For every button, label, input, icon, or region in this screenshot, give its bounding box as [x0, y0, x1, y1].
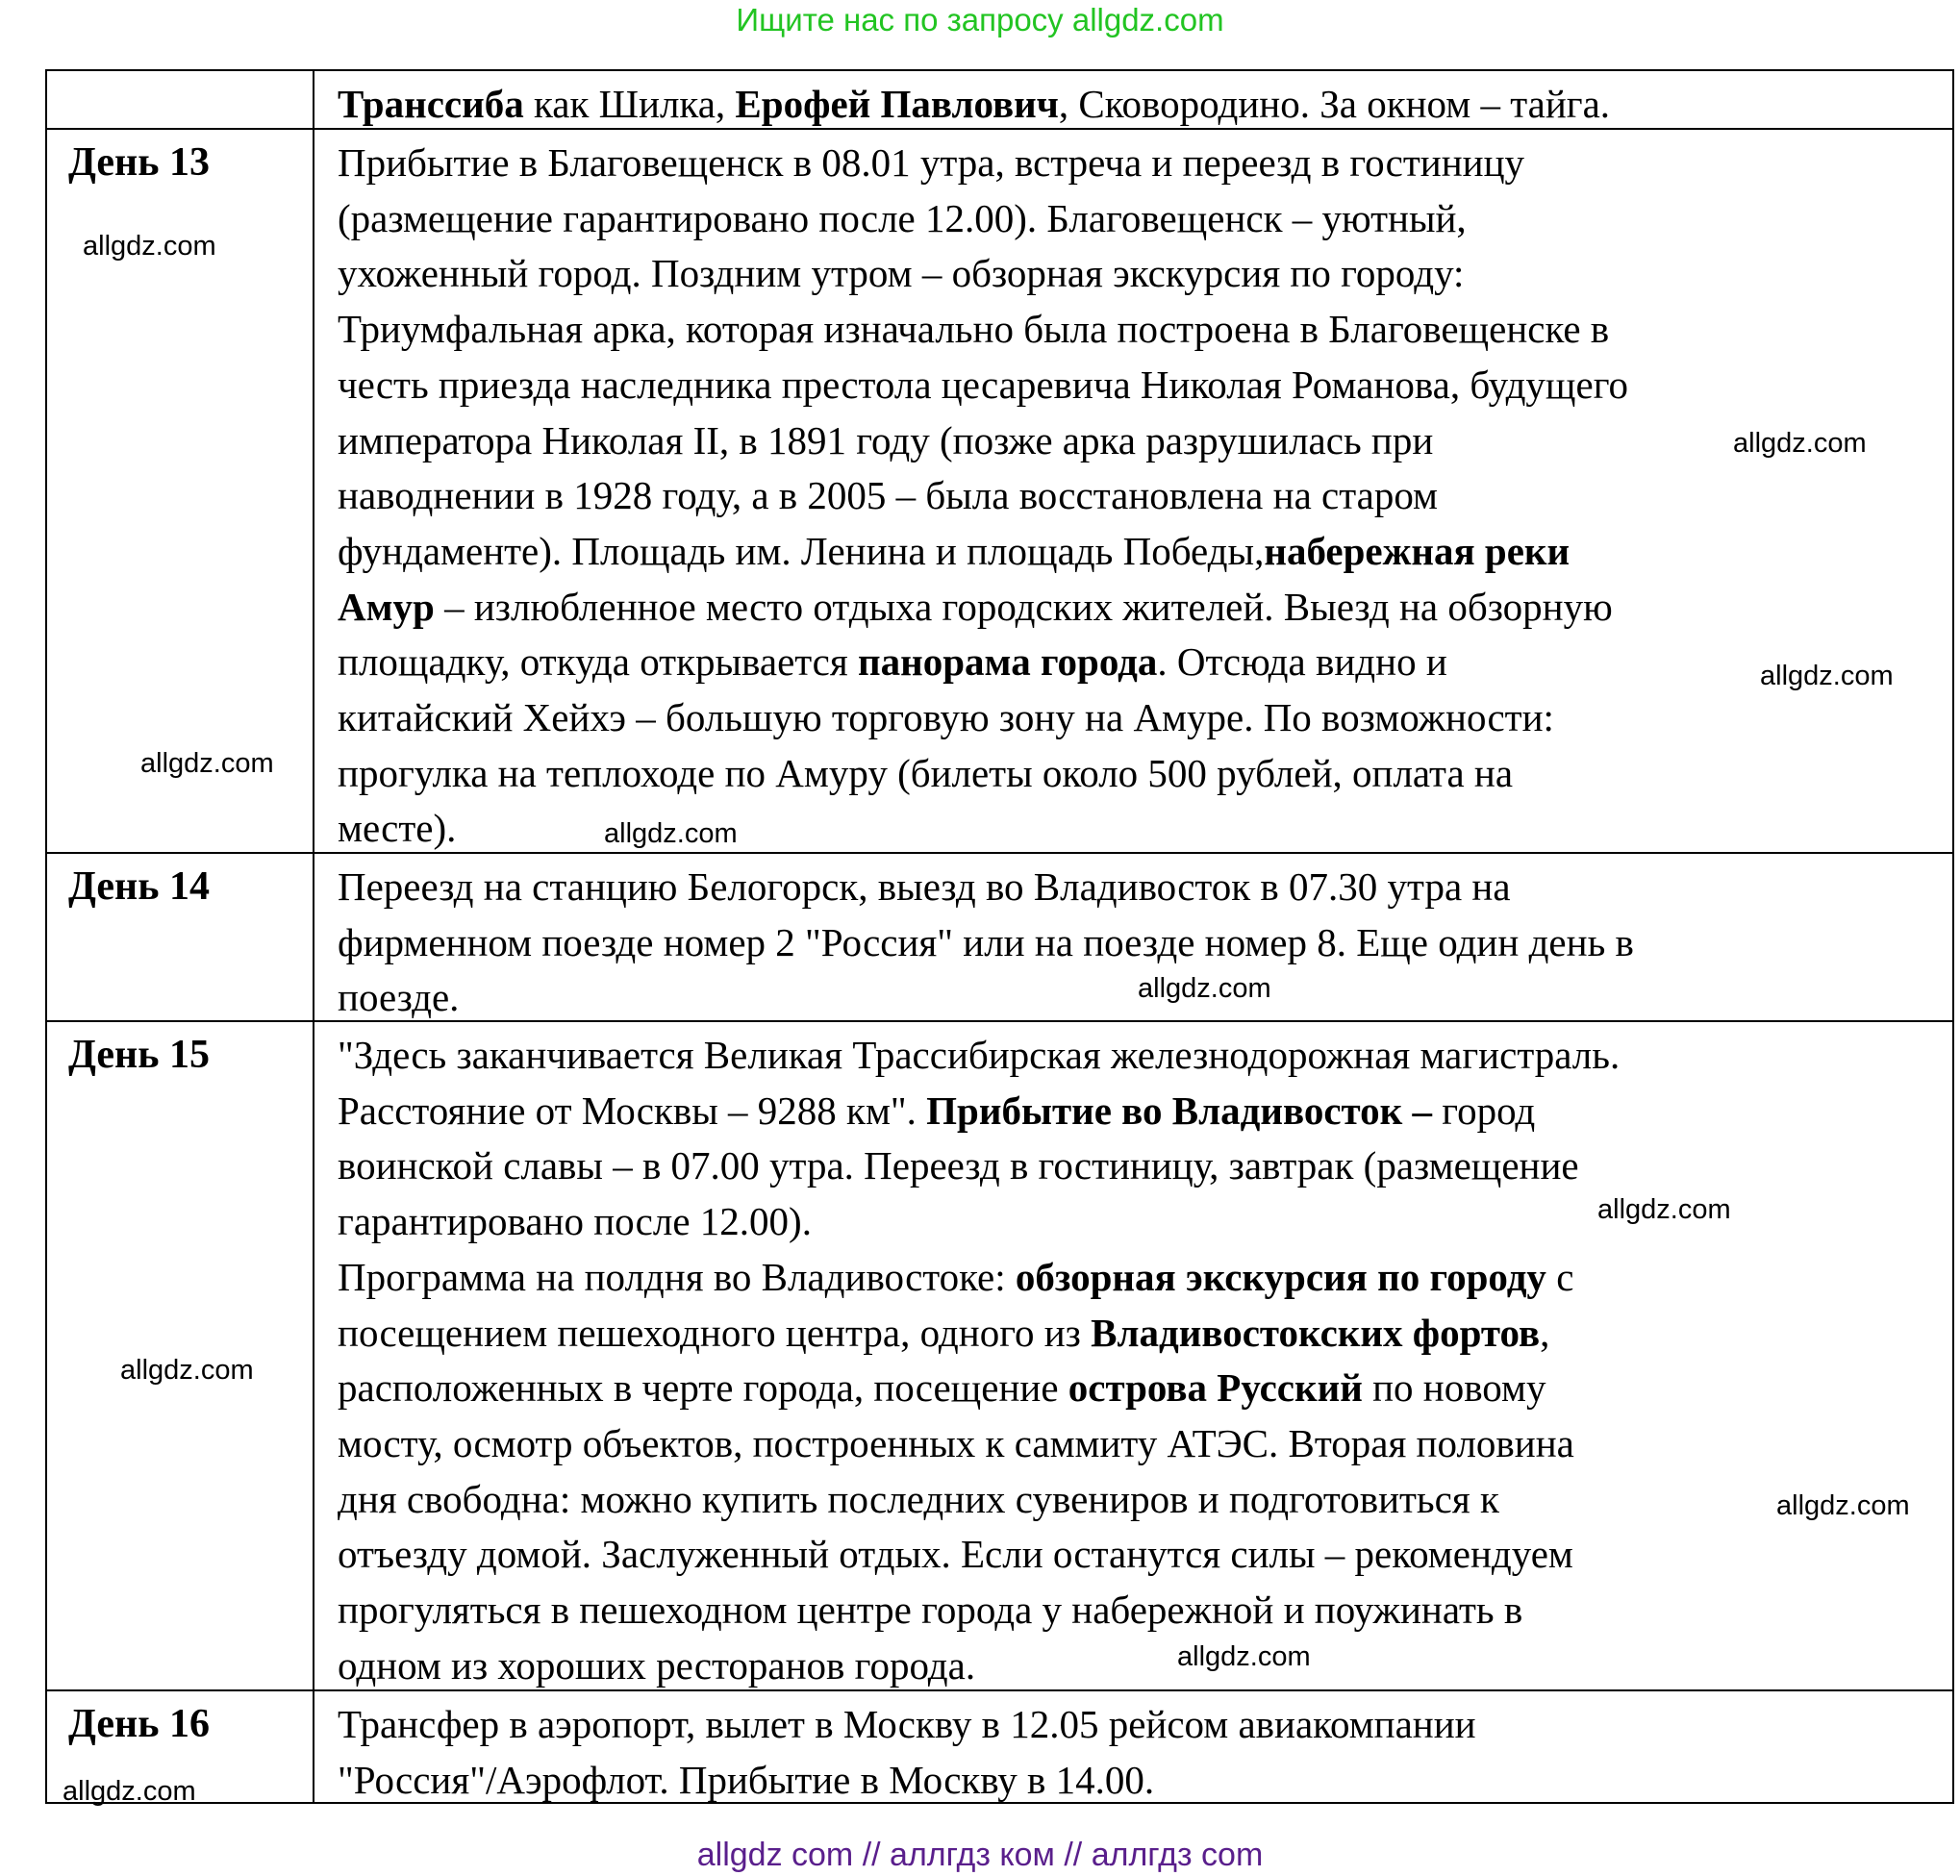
text-segment: мосту, осмотр объектов, построенных к саммиту АТЭС. Вторая половина	[338, 1420, 1574, 1465]
day-description	[314, 1691, 1952, 1808]
text-segment: как Шилка,	[523, 82, 736, 126]
text-line	[338, 1028, 1952, 1084]
text-line	[338, 1472, 1952, 1528]
text-segment: Программа на полдня во Владивостоке:	[338, 1254, 1016, 1299]
text-segment: императора Николая II, в 1891 году (позже арка разрушилась при	[338, 417, 1434, 463]
text-line	[338, 1361, 1952, 1416]
text-line	[338, 246, 1952, 302]
bold-text: Ерофей Павлович	[735, 82, 1059, 126]
text-segment: , Сковородино. За окном – тайга.	[1058, 82, 1611, 126]
watermark-text: allgdz.com	[1733, 428, 1867, 459]
text-segment: одном из хороших ресторанов города.	[338, 1642, 976, 1688]
text-line	[338, 1753, 1952, 1809]
text-segment: "Здесь заканчивается Великая Трассибирская железнодорожная магистраль.	[338, 1033, 1621, 1077]
text-line	[338, 746, 1952, 802]
text-line	[338, 1416, 1952, 1472]
text-segment: расположенных в черте города, посещение	[338, 1365, 1068, 1411]
day-description	[314, 1022, 1952, 1693]
text-line	[338, 860, 1952, 915]
day-label: День 15	[47, 1022, 314, 1689]
text-segment: площадку, откуда открывается	[338, 639, 858, 685]
bold-text: Владивостокских фортов	[1091, 1310, 1541, 1355]
text-segment: прогулка на теплоходе по Амуру (билеты около 500 рублей, оплата на	[338, 750, 1514, 795]
text-line	[338, 915, 1952, 971]
watermark-text: allgdz.com	[63, 1776, 196, 1807]
search-hint-banner: Ищите нас по запросу allgdz.com	[736, 2, 1224, 38]
day-label	[47, 71, 314, 128]
watermark-text: allgdz.com	[1138, 973, 1271, 1004]
text-segment: (размещение гарантировано после 12.00). Благовещенск – уютный,	[338, 195, 1467, 240]
text-line	[338, 580, 1952, 636]
text-line	[338, 1084, 1952, 1139]
text-segment: Расстояние от Москвы – 9288 км".	[338, 1088, 927, 1133]
text-segment: ухоженный город. Поздним утром – обзорная экскурсия по городу:	[338, 251, 1465, 296]
text-line	[338, 524, 1952, 580]
text-segment: наводнении в 1928 году, а в 2005 – была восстановлена на старом	[338, 473, 1438, 518]
text-line	[338, 690, 1952, 746]
text-segment: дня свободна: можно купить последних сувениров и подготовиться к	[338, 1476, 1499, 1521]
bold-text: обзорная экскурсия по городу	[1015, 1254, 1546, 1299]
text-segment: . Отсюда видно и	[1157, 639, 1447, 685]
text-segment: по новому	[1362, 1365, 1546, 1411]
bold-text: Амур	[338, 584, 435, 629]
itinerary-table	[45, 69, 1954, 1804]
text-segment: воинской славы – в 07.00 утра. Переезд в гостиницу, завтрак (размещение	[338, 1143, 1579, 1188]
text-segment: Триумфальная арка, которая изначально была построена в Благовещенске в	[338, 307, 1610, 352]
bold-text: острова Русский	[1068, 1365, 1363, 1411]
watermark-text: allgdz.com	[120, 1355, 254, 1386]
bold-text: Транссиба	[338, 82, 524, 126]
text-line	[338, 302, 1952, 358]
text-line	[338, 358, 1952, 413]
watermark-text: allgdz.com	[1597, 1194, 1731, 1225]
table-row	[47, 852, 1952, 1020]
text-segment: Трансфер в аэропорт, вылет в Москву в 12.05 рейсом авиакомпании	[338, 1702, 1476, 1746]
text-line	[338, 1583, 1952, 1638]
day-label: День 14	[47, 854, 314, 1020]
bold-text: Прибытие во Владивосток –	[926, 1088, 1433, 1133]
day-label: День 16	[47, 1691, 314, 1802]
watermark-text: allgdz.com	[83, 231, 216, 262]
text-segment: ,	[1540, 1310, 1550, 1355]
bold-text: панорама города	[858, 639, 1158, 685]
text-line	[338, 191, 1952, 247]
text-segment: отъезду домой. Заслуженный отдых. Если останутся силы – рекомендуем	[338, 1532, 1573, 1577]
text-segment: месте).	[338, 806, 457, 851]
text-line	[338, 1527, 1952, 1583]
table-row	[47, 1020, 1952, 1689]
text-line	[338, 1306, 1952, 1362]
watermark-text: allgdz.com	[1776, 1490, 1910, 1521]
footer-watermark: allgdz com // аллгдз ком // аллгдз com	[696, 1837, 1264, 1873]
text-segment: "Россия"/Аэрофлот. Прибытие в Москву в 14.00.	[338, 1757, 1155, 1802]
text-segment: гарантировано после 12.00).	[338, 1199, 812, 1244]
text-segment: Прибытие в Благовещенск в 08.01 утра, встреча и переезд в гостиницу	[338, 140, 1525, 185]
text-segment: честь приезда наследника престола цесаревича Николая Романова, будущего	[338, 362, 1628, 407]
text-line	[338, 1138, 1952, 1194]
day-description	[314, 854, 1952, 1026]
text-segment: – излюбленное место отдыха городских жителей. Выезд на обзорную	[434, 584, 1613, 629]
day-description	[314, 71, 1952, 133]
text-line	[338, 136, 1952, 191]
bold-text: набережная реки	[1264, 528, 1571, 573]
watermark-text: allgdz.com	[1177, 1641, 1311, 1672]
text-segment: поезде.	[338, 975, 460, 1020]
text-segment: фундаменте). Площадь им. Ленина и площадь Победы,	[338, 528, 1265, 573]
watermark-text: allgdz.com	[604, 818, 738, 849]
text-segment: фирменном поезде номер 2 "Россия" или на поезде номер 8. Еще один день в	[338, 919, 1634, 964]
text-line	[338, 468, 1952, 524]
text-line	[338, 413, 1952, 469]
text-segment: город	[1432, 1088, 1536, 1133]
watermark-text: allgdz.com	[1760, 661, 1894, 691]
text-segment: с	[1545, 1254, 1574, 1299]
text-segment: китайский Хейхэ – большую торговую зону на Амуре. По возможности:	[338, 695, 1554, 740]
table-row	[47, 71, 1952, 128]
table-row	[47, 128, 1952, 852]
text-line	[338, 1697, 1952, 1753]
text-segment: посещением пешеходного центра, одного из	[338, 1310, 1092, 1355]
day-label: День 13	[47, 130, 314, 852]
text-segment: прогуляться в пешеходном центре города у набережной и поужинать в	[338, 1588, 1523, 1633]
text-line	[338, 1638, 1952, 1694]
text-line	[338, 801, 1952, 857]
text-segment: Переезд на станцию Белогорск, выезд во Владивосток в 07.30 утра на	[338, 864, 1511, 909]
text-line	[338, 77, 1952, 133]
day-description	[314, 130, 1952, 857]
watermark-text: allgdz.com	[140, 748, 274, 779]
text-line	[338, 635, 1952, 690]
table-row	[47, 1689, 1952, 1802]
text-line	[338, 1250, 1952, 1306]
